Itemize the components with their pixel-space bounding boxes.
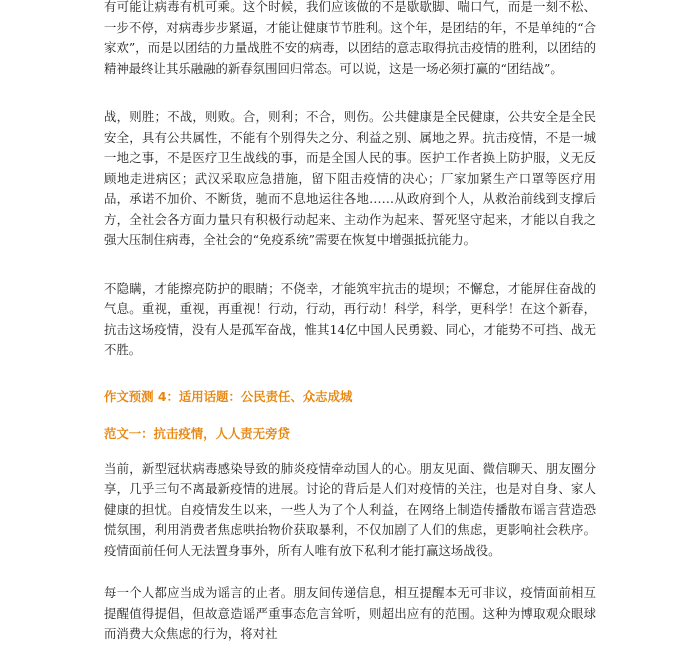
body-paragraph: 每一个人都应当成为谣言的止者。朋友间传递信息，相互提醒本无可非议，疫情面前相互提醒值得提倡，但故意造谣严重事态危言耸听，则超出应有的范围。这种为博取观众眼球而消费大众焦虑的行为，将对社	[104, 585, 596, 641]
body-paragraph: 不隐瞒，才能擦亮防护的眼睛；不侥幸，才能筑牢抗击的堤坝；不懈怠，才能屏住奋战的气息。重视，重视，再重视！行动，行动，再行动！科学，科学，更科学！在这个新春，抗击这场疫情，没有人是孤军奋战，惟其14亿中国人民勇毅、同心，才能势不可挡、战无不胜。	[104, 280, 596, 357]
body-paragraph: 有可能让病毒有机可乘。这个时候，我们应该做的不是歇歇脚、喘口气，而是一刻不松、一步不停，对病毒步步紧逼，才能让健康节节胜利。这个年，是团结的年，不是单纯的“合家欢”，而是以团结的力量战胜不安的病毒，以团结的意志取得抗击疫情的胜利，以团结的精神最终让其乐融融的新春氛围回归常态。可以说，这是一场必须打赢的“团结战”。	[104, 0, 596, 76]
body-paragraph: 当前，新型冠状病毒感染导致的肺炎疫情牵动国人的心。朋友见面、微信聊天、朋友圈分享，几乎三句不离最新疫情的进展。讨论的背后是人们对疫情的关注，也是对自身、家人健康的担忧。自疫情发生以来，一些人为了个人利益，在网络上制造传播散布谣言营造恐慌氛围，利用消费者焦虑哄抬物价获取暴利，不仅加剧了人们的焦虑，更影响社会秩序。疫情面前任何人无法置身事外，所有人唯有放下私利才能打赢这场战役。	[104, 460, 596, 558]
topic-heading: 作文预测 4：适用话题：公民责任、众志成城	[104, 388, 353, 404]
body-paragraph: 战，则胜；不战，则败。合，则利；不合，则伤。公共健康是全民健康，公共安全是全民安全，具有公共属性，不能有个别得失之分、利益之别、属地之界。抗击疫情，不是一城一地之事，不是医疗卫生战线的事，而是全国人民的事。医护工作者换上防护服，义无反顾地走进病区；武汉采取应急措施，留下阻击疫情的决心；厂家加紧生产口罩等医疗用品，承诺不加价、不断货，驰而不息地运往各地……从政府到个人，从救治前线到支撑后方，全社会各方面力量只有积极行动起来、主动作为起来、誓死坚守起来，才能以自我之强大压制住病毒，全社会的“免疫系统”需要在恢复中增强抵抗能力。	[104, 109, 596, 247]
document-page	[104, 0, 596, 645]
sample-essay-heading: 范文一：抗击疫情，人人责无旁贷	[104, 425, 290, 441]
